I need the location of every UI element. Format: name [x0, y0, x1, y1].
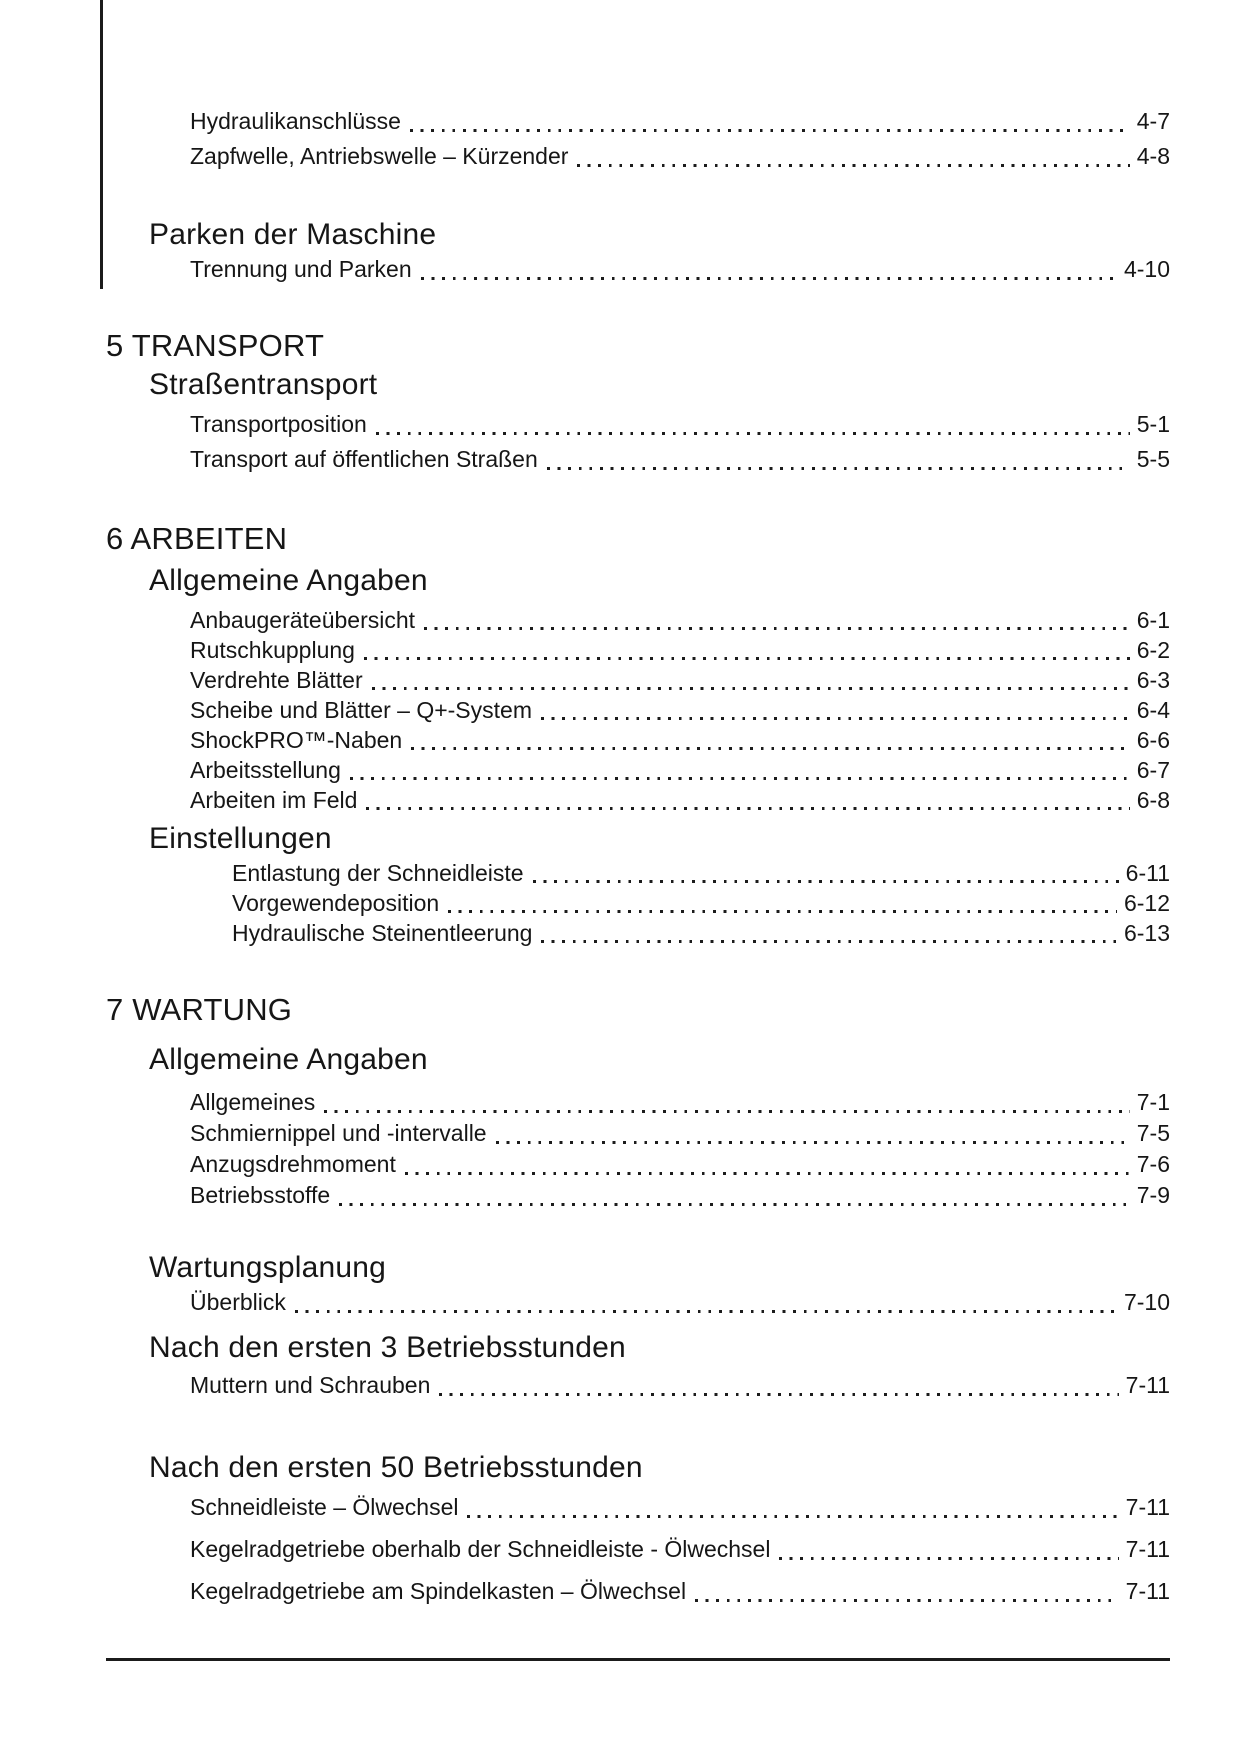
toc-entry-row: [190, 725, 1170, 755]
toc-entry-row: [190, 1287, 1170, 1318]
toc-entry-label: Kegelradgetriebe oberhalb der Schneidleiste - Ölwechsel: [190, 1536, 771, 1562]
toc-entry-row: [190, 409, 1170, 440]
toc-entry-page-number: 6-13: [1123, 920, 1170, 946]
toc-entry-row: [232, 888, 1170, 918]
toc-entry-row: [190, 254, 1170, 285]
toc-entry-page-number: 6-7: [1136, 757, 1170, 783]
section-heading: Parken der Maschine: [149, 218, 437, 251]
toc-entry-row: [232, 918, 1170, 948]
toc-entry-label: Zapfwelle, Antriebswelle – Kürzender: [190, 143, 569, 169]
dot-leader: [421, 277, 1117, 280]
toc-entry-label: Rutschkupplung: [190, 637, 355, 663]
dot-leader: [339, 1203, 1130, 1206]
toc-entry-page-number: 7-1: [1136, 1089, 1170, 1115]
toc-entry-group: [190, 1287, 1170, 1318]
toc-entry-page-number: 7-10: [1123, 1289, 1170, 1315]
dot-leader: [439, 1393, 1118, 1396]
dot-leader: [547, 467, 1130, 470]
toc-entry-page-number: 6-2: [1136, 637, 1170, 663]
dot-leader: [364, 657, 1130, 660]
dot-leader: [405, 1172, 1130, 1175]
toc-entry-page-number: 7-11: [1125, 1494, 1170, 1520]
footer-divider-rule: [106, 1658, 1170, 1661]
toc-entry-page-number: 4-10: [1123, 256, 1170, 282]
toc-entry-row: [190, 785, 1170, 815]
toc-entry-label: Verdrehte Blätter: [190, 667, 363, 693]
toc-entry-page-number: 7-11: [1125, 1536, 1170, 1562]
toc-entry-row: [232, 858, 1170, 888]
toc-entry-page-number: 6-3: [1136, 667, 1170, 693]
toc-entry-row: [190, 141, 1170, 172]
chapter-heading: 5 TRANSPORT: [106, 328, 325, 363]
toc-entry-label: Arbeiten im Feld: [190, 787, 358, 813]
toc-entry-label: Scheibe und Blätter – Q+-System: [190, 697, 532, 723]
toc-entry-label: Trennung und Parken: [190, 256, 412, 282]
toc-entry-page-number: 6-12: [1123, 890, 1170, 916]
dot-leader: [366, 807, 1129, 810]
toc-entry-page-number: 7-5: [1136, 1120, 1170, 1146]
section-heading: Allgemeine Angaben: [149, 1043, 428, 1076]
section-heading: Nach den ersten 50 Betriebsstunden: [149, 1451, 643, 1484]
dot-leader: [577, 164, 1129, 167]
toc-entry-row: [190, 1149, 1170, 1180]
toc-entry-label: Muttern und Schrauben: [190, 1372, 431, 1398]
section-heading: Allgemeine Angaben: [149, 564, 428, 597]
dot-leader: [410, 129, 1130, 132]
toc-entry-page-number: 5-1: [1136, 411, 1170, 437]
dot-leader: [424, 627, 1130, 630]
toc-entry-row: [190, 106, 1170, 137]
toc-entry-row: [190, 695, 1170, 725]
toc-entry-row: [190, 1370, 1170, 1401]
dot-leader: [496, 1141, 1130, 1144]
toc-entry-label: Hydraulikanschlüsse: [190, 108, 401, 134]
chapter-heading: 6 ARBEITEN: [106, 521, 288, 556]
toc-entry-group: [190, 106, 1170, 172]
dot-leader: [448, 910, 1117, 913]
toc-entry-label: Schneidleiste – Ölwechsel: [190, 1494, 459, 1520]
toc-entry-page-number: 6-6: [1136, 727, 1170, 753]
toc-entry-row: [190, 1087, 1170, 1118]
toc-entry-label: Transport auf öffentlichen Straßen: [190, 446, 538, 472]
toc-entry-row: [190, 665, 1170, 695]
dot-leader: [695, 1599, 1119, 1602]
toc-entry-label: Arbeitsstellung: [190, 757, 341, 783]
toc-entry-page-number: 5-5: [1136, 446, 1170, 472]
dot-leader: [541, 717, 1130, 720]
toc-entry-group: [190, 1492, 1170, 1607]
toc-entry-page-number: 6-11: [1125, 860, 1170, 886]
toc-entry-page-number: 7-11: [1125, 1372, 1170, 1398]
toc-entry-row: [190, 444, 1170, 475]
toc-entry-group: [190, 1087, 1170, 1211]
dot-leader: [376, 432, 1130, 435]
toc-entry-page-number: 4-8: [1136, 143, 1170, 169]
dot-leader: [541, 940, 1116, 943]
section-heading: Straßentransport: [149, 368, 378, 401]
toc-entry-label: Kegelradgetriebe am Spindelkasten – Ölwechsel: [190, 1578, 687, 1604]
toc-entry-group: [190, 409, 1170, 475]
toc-entry-page-number: 7-9: [1136, 1182, 1170, 1208]
toc-entry-group: [190, 254, 1170, 285]
toc-entry-page-number: 6-1: [1136, 607, 1170, 633]
toc-entry-label: Betriebsstoffe: [190, 1182, 331, 1208]
toc-entry-row: [190, 1180, 1170, 1211]
section-heading: Wartungsplanung: [149, 1251, 387, 1284]
toc-entry-label: Überblick: [190, 1289, 286, 1315]
toc-entry-row: [190, 635, 1170, 665]
toc-entry-page-number: 7-11: [1125, 1578, 1170, 1604]
dot-leader: [779, 1557, 1118, 1560]
toc-entry-row: [190, 755, 1170, 785]
toc-entry-group: [190, 1370, 1170, 1401]
dot-leader: [295, 1310, 1117, 1313]
toc-entry-row: [190, 1492, 1170, 1523]
toc-entry-label: Anzugsdrehmoment: [190, 1151, 396, 1177]
toc-entry-row: [190, 1534, 1170, 1565]
toc-entry-label: Vorgewendeposition: [232, 890, 440, 916]
toc-entry-page-number: 6-4: [1136, 697, 1170, 723]
toc-entry-page-number: 4-7: [1136, 108, 1170, 134]
dot-leader: [372, 687, 1130, 690]
toc-entry-group: [190, 605, 1170, 815]
section-heading: Nach den ersten 3 Betriebsstunden: [149, 1331, 626, 1364]
toc-entry-label: Allgemeines: [190, 1089, 316, 1115]
toc-entry-row: [190, 1576, 1170, 1607]
toc-entry-page-number: 6-8: [1136, 787, 1170, 813]
dot-leader: [533, 880, 1119, 883]
toc-entry-label: Anbaugeräteübersicht: [190, 607, 416, 633]
toc-entry-label: Schmiernippel und -intervalle: [190, 1120, 487, 1146]
toc-entry-page-number: 7-6: [1136, 1151, 1170, 1177]
dot-leader: [350, 777, 1130, 780]
dot-leader: [324, 1110, 1129, 1113]
toc-entry-row: [190, 1118, 1170, 1149]
section-heading: Einstellungen: [149, 822, 332, 855]
toc-entry-label: Entlastung der Schneidleiste: [232, 860, 524, 886]
chapter-heading: 7 WARTUNG: [106, 992, 293, 1027]
dot-leader: [467, 1515, 1118, 1518]
toc-entry-group: [232, 858, 1170, 948]
toc-entry-row: [190, 605, 1170, 635]
toc-entry-label: ShockPRO™-Naben: [190, 727, 403, 753]
toc-entry-label: Transportposition: [190, 411, 367, 437]
dot-leader: [411, 747, 1130, 750]
toc-entry-label: Hydraulische Steinentleerung: [232, 920, 533, 946]
